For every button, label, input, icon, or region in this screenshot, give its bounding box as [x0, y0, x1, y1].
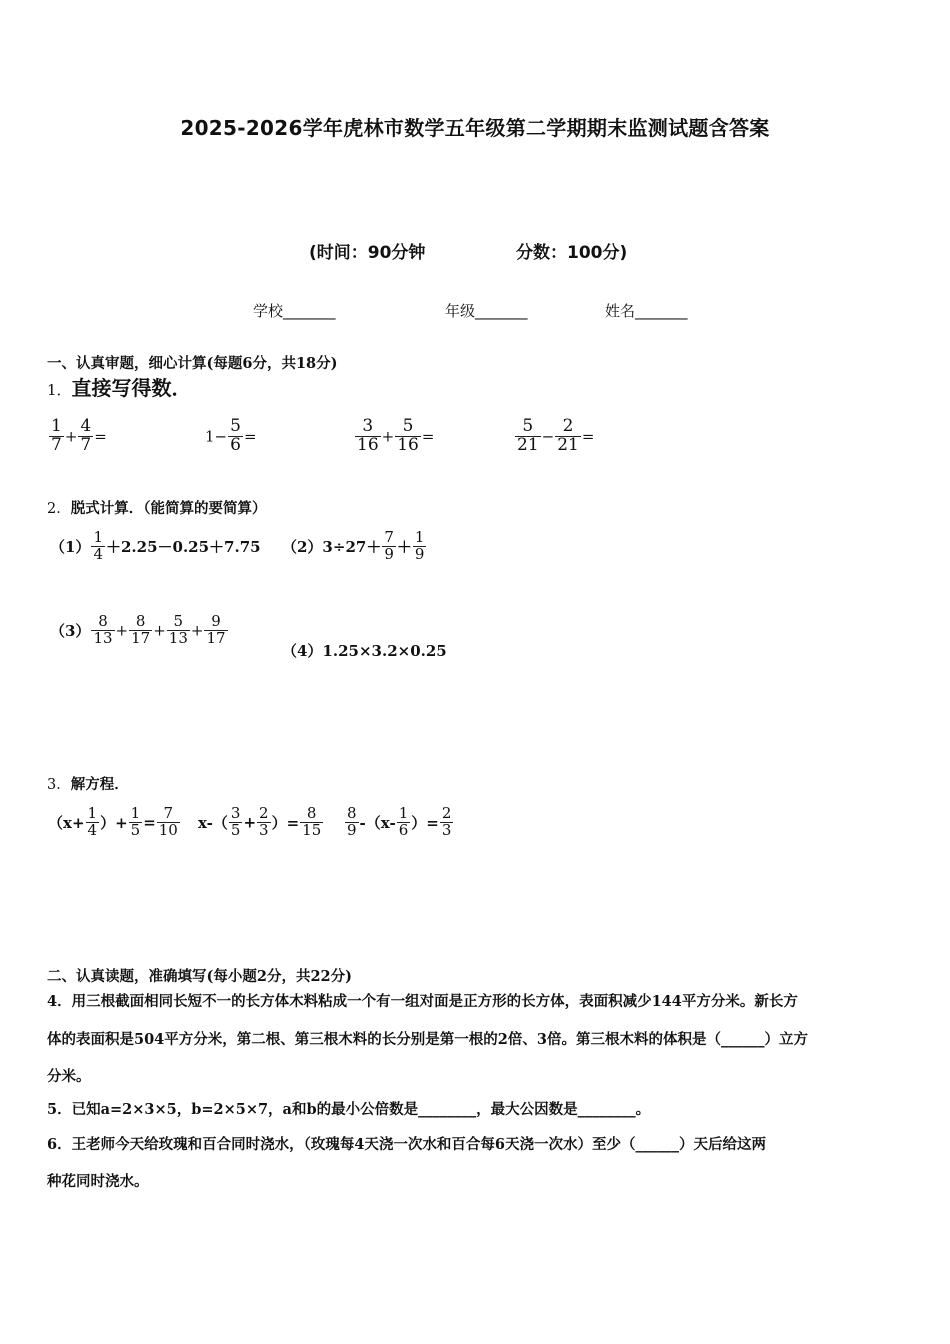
name-field: 姓名_______	[605, 302, 688, 320]
denominator: 9	[347, 820, 357, 839]
numerator: 5	[230, 416, 241, 436]
question-1	[47, 372, 192, 401]
denominator: 17	[131, 628, 151, 647]
numerator: 1	[93, 528, 103, 546]
expression: ）=	[271, 813, 300, 832]
document-title: 2025-2026学年虎林市数学五年级第二学期期末监测试题含答案	[180, 116, 770, 140]
q2-part-2	[282, 530, 427, 563]
denominator: 13	[93, 628, 113, 647]
section1-heading: 一、认真审题，细心计算(每题6分，共18分)	[47, 355, 338, 372]
numerator: 5	[515, 418, 541, 437]
exam-score: 分数：100分)	[516, 243, 628, 263]
equation-3	[344, 806, 454, 839]
q2-part-3	[50, 614, 229, 647]
denominator: 6	[398, 820, 409, 839]
operator: −	[541, 427, 555, 446]
expression: ）+	[100, 813, 128, 832]
numerator: 2	[259, 804, 269, 822]
q2-part-1	[50, 530, 261, 563]
numerator: 5	[173, 612, 184, 630]
denominator: 4	[93, 544, 103, 563]
operator: +	[190, 621, 204, 640]
numerator: 2	[555, 418, 581, 437]
operator: +	[381, 427, 395, 446]
part-label: （3）	[50, 621, 91, 640]
question-4-line-1: 4．用三根截面相同长短不一的长方体木料粘成一个有一组对面是正方形的长方体，表面积减少144平方分米。新长方	[47, 993, 798, 1010]
question-6-line-1: 6．王老师今天给玫瑰和百合同时浇水，（玫瑰每4天浇一次水和百合每6天浇一次水）至少（______）天后给这两	[47, 1136, 767, 1153]
expression: ）=	[411, 813, 439, 832]
question-6-line-2: 种花同时浇水。	[47, 1173, 149, 1190]
denominator: 3	[259, 820, 269, 839]
denominator: 6	[230, 434, 241, 455]
operator: +	[64, 427, 78, 446]
numerator: 7	[163, 804, 174, 822]
denominator: 21	[517, 434, 539, 455]
numerator: 5	[395, 418, 421, 437]
question-2	[47, 497, 266, 518]
denominator: 9	[384, 544, 394, 563]
denominator: 3	[441, 820, 452, 839]
question-number: 3．	[47, 777, 71, 793]
numerator: 1	[130, 804, 141, 822]
numerator: 3	[230, 804, 241, 822]
operator: +	[153, 621, 166, 640]
numerator: 7	[384, 528, 394, 546]
exam-time: (时间：90分钟	[309, 243, 426, 263]
numerator: 8	[347, 804, 357, 822]
equals: =	[143, 813, 156, 832]
q1-item-1	[48, 418, 107, 455]
equals: =	[243, 427, 257, 446]
numerator: 8	[135, 612, 146, 630]
equation-1	[48, 806, 181, 839]
denominator: 4	[87, 820, 98, 839]
numerator: 1	[51, 416, 62, 436]
part-label: （1）	[50, 537, 91, 556]
denominator: 16	[357, 434, 379, 455]
numerator: 3	[355, 418, 381, 437]
section2-heading: 二、认真读题，准确填写(每小题2分，共22分)	[47, 968, 352, 985]
operator: ＋	[396, 537, 412, 556]
numerator: 8	[98, 612, 108, 630]
operator: 1−	[205, 427, 228, 446]
numerator: 9	[211, 612, 221, 630]
numerator: 1	[398, 804, 409, 822]
q2-part-4: （4）1.25×3.2×0.25	[282, 642, 447, 660]
denominator: 16	[397, 434, 419, 455]
denominator: 21	[557, 434, 579, 455]
operator: +	[243, 813, 257, 832]
question-4-line-2: 体的表面积是504平方分米，第二根、第三根木料的长分别是第一根的2倍、3倍。第三根木料的体积是（______）立方	[47, 1031, 808, 1048]
question-3	[47, 773, 129, 794]
equals: =	[421, 427, 435, 446]
denominator: 7	[80, 434, 92, 455]
school-field: 学校_______	[253, 302, 336, 320]
question-4-line-3: 分米。	[47, 1068, 91, 1085]
operator: +	[115, 621, 129, 640]
numerator: 8	[306, 804, 317, 822]
expression: （x+	[48, 813, 85, 832]
equals: =	[581, 427, 595, 446]
question-5: 5．已知a=2×3×5，b=2×5×7，a和b的最小公倍数是________，最大公因数是________。	[47, 1101, 651, 1118]
denominator: 5	[230, 820, 241, 839]
denominator: 5	[130, 820, 141, 839]
numerator: 1	[414, 528, 425, 546]
q1-item-2	[205, 418, 257, 455]
q1-item-3	[354, 418, 434, 455]
denominator: 7	[51, 434, 62, 455]
denominator: 10	[158, 820, 178, 839]
numerator: 2	[441, 804, 452, 822]
expression: x-（	[198, 813, 228, 832]
denominator: 9	[414, 544, 425, 563]
question-text: 脱式计算．（能简算的要简算）	[70, 500, 267, 517]
question-number: 2．	[47, 501, 71, 517]
question-text: 解方程．	[70, 776, 129, 793]
equation-2	[198, 806, 324, 839]
expression: ＋2.25－0.25＋7.75	[105, 537, 261, 556]
denominator: 15	[302, 820, 322, 839]
part-label: （2）3÷27＋	[282, 537, 382, 556]
denominator: 17	[206, 628, 226, 647]
denominator: 13	[168, 628, 188, 647]
equals: =	[94, 427, 107, 446]
numerator: 1	[87, 804, 98, 822]
numerator: 4	[80, 416, 92, 436]
question-number: 1．	[47, 381, 72, 399]
q1-item-4	[514, 418, 594, 455]
question-text: 直接写得数．	[71, 376, 192, 400]
expression: -（x-	[359, 813, 396, 832]
grade-field: 年级_______	[445, 302, 528, 320]
